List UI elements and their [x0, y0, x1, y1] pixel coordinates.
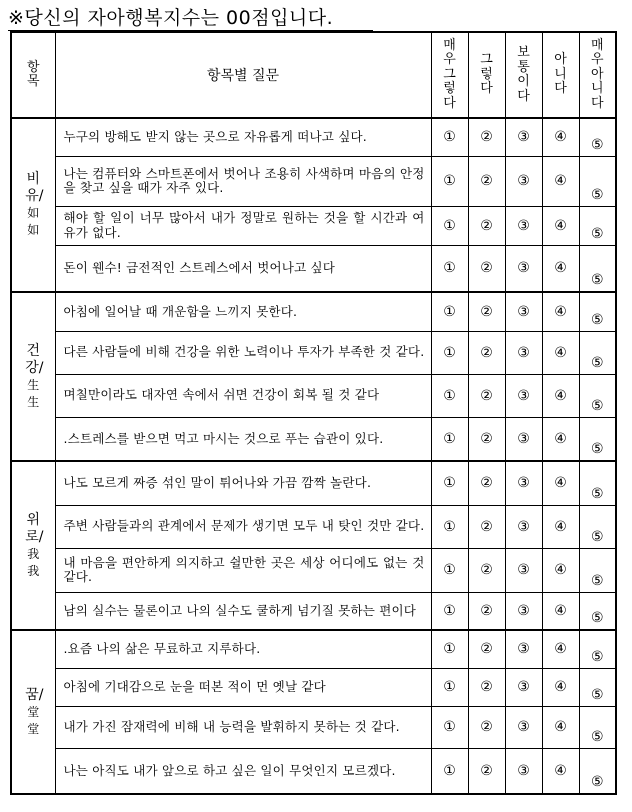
- question-text: 나는 컴퓨터와 스마트폰에서 벗어나 조용히 사색하며 마음의 안정을 찾고 싶을 때가 자주 있다.: [55, 156, 431, 206]
- answer-option-2[interactable]: ②: [468, 292, 505, 331]
- answer-option-4[interactable]: ④: [542, 206, 579, 245]
- question-text: 내가 가진 잠재력에 비해 내 능력을 발휘하지 못하는 것 같다.: [55, 706, 431, 748]
- answer-option-2[interactable]: ②: [468, 461, 505, 505]
- answer-option-2[interactable]: ②: [468, 118, 505, 156]
- answer-option-4[interactable]: ④: [542, 505, 579, 548]
- question-text: 해야 할 일이 너무 많아서 내가 정말로 원하는 것을 할 시간과 여유가 없다.: [55, 206, 431, 245]
- answer-option-5[interactable]: ⑤: [579, 505, 616, 548]
- answer-option-4[interactable]: ④: [542, 292, 579, 331]
- question-text: 남의 실수는 물론이고 나의 실수도 쿨하게 넘기질 못하는 편이다: [55, 592, 431, 630]
- answer-option-3[interactable]: ③: [505, 292, 542, 331]
- category-divider: /: [38, 528, 44, 545]
- answer-option-3[interactable]: ③: [505, 374, 542, 417]
- answer-option-1[interactable]: ①: [431, 331, 468, 374]
- answer-option-2[interactable]: ②: [468, 417, 505, 461]
- answer-option-4[interactable]: ④: [542, 118, 579, 156]
- answer-option-2[interactable]: ②: [468, 331, 505, 374]
- answer-option-1[interactable]: ①: [431, 245, 468, 292]
- answer-option-4[interactable]: ④: [542, 706, 579, 748]
- answer-option-2[interactable]: ②: [468, 706, 505, 748]
- category-cell: [11, 292, 55, 461]
- answer-option-1[interactable]: ①: [431, 206, 468, 245]
- answer-option-4[interactable]: ④: [542, 417, 579, 461]
- answer-option-5[interactable]: ⑤: [579, 331, 616, 374]
- question-row: [11, 118, 616, 156]
- answer-option-2[interactable]: ②: [468, 668, 505, 706]
- answer-option-3[interactable]: ③: [505, 331, 542, 374]
- answer-option-3[interactable]: ③: [505, 417, 542, 461]
- answer-option-3[interactable]: ③: [505, 548, 542, 592]
- answer-option-4[interactable]: ④: [542, 245, 579, 292]
- answer-option-5[interactable]: ⑤: [579, 245, 616, 292]
- question-text: .스트레스를 받으면 먹고 마시는 것으로 푸는 습관이 있다.: [55, 417, 431, 461]
- question-row: [11, 748, 616, 794]
- question-row: [11, 417, 616, 461]
- question-row: [11, 706, 616, 748]
- answer-option-2[interactable]: ②: [468, 245, 505, 292]
- answer-option-3[interactable]: ③: [505, 206, 542, 245]
- answer-option-3[interactable]: ③: [505, 706, 542, 748]
- answer-option-2[interactable]: ②: [468, 374, 505, 417]
- question-text: .요즘 나의 삶은 무료하고 지루하다.: [55, 630, 431, 668]
- answer-option-5[interactable]: ⑤: [579, 706, 616, 748]
- answer-option-1[interactable]: ①: [431, 292, 468, 331]
- answer-option-4[interactable]: ④: [542, 630, 579, 668]
- answer-option-4[interactable]: ④: [542, 156, 579, 206]
- category-divider: /: [38, 686, 44, 703]
- answer-option-1[interactable]: ①: [431, 630, 468, 668]
- question-text: 아침에 일어날 때 개운함을 느끼지 못한다.: [55, 292, 431, 331]
- answer-option-5[interactable]: ⑤: [579, 748, 616, 794]
- question-text: 주변 사람들과의 관계에서 문제가 생기면 모두 내 탓인 것만 같다.: [55, 505, 431, 548]
- question-row: [11, 592, 616, 630]
- answer-option-4[interactable]: ④: [542, 548, 579, 592]
- question-text: 며칠만이라도 대자연 속에서 쉬면 건강이 회복 될 것 같다: [55, 374, 431, 417]
- header-category: 항목: [11, 32, 55, 118]
- self-happiness-survey-table: [10, 31, 617, 795]
- category-name: 건강: [25, 342, 41, 376]
- answer-option-5[interactable]: ⑤: [579, 592, 616, 630]
- answer-option-5[interactable]: ⑤: [579, 156, 616, 206]
- answer-option-3[interactable]: ③: [505, 592, 542, 630]
- category-cell: [11, 630, 55, 794]
- answer-option-1[interactable]: ①: [431, 374, 468, 417]
- question-row: [11, 331, 616, 374]
- answer-option-5[interactable]: ⑤: [579, 461, 616, 505]
- question-row: [11, 156, 616, 206]
- question-row: [11, 668, 616, 706]
- answer-option-5[interactable]: ⑤: [579, 206, 616, 245]
- category-name: 위로: [25, 511, 41, 545]
- answer-option-2[interactable]: ②: [468, 548, 505, 592]
- answer-option-2[interactable]: ②: [468, 156, 505, 206]
- question-text: 다른 사람들에 비해 건강을 위한 노력이나 투자가 부족한 것 같다.: [55, 331, 431, 374]
- answer-option-2[interactable]: ②: [468, 592, 505, 630]
- answer-option-1[interactable]: ①: [431, 668, 468, 706]
- question-row: [11, 630, 616, 668]
- question-row: [11, 374, 616, 417]
- category-sub: 生生: [27, 377, 40, 409]
- category-cell: [11, 118, 55, 292]
- header-option-5: 매우아니다: [579, 32, 616, 118]
- answer-option-3[interactable]: ③: [505, 461, 542, 505]
- answer-option-3[interactable]: ③: [505, 245, 542, 292]
- answer-option-3[interactable]: ③: [505, 505, 542, 548]
- answer-option-2[interactable]: ②: [468, 630, 505, 668]
- answer-option-5[interactable]: ⑤: [579, 374, 616, 417]
- category-name: 꿈: [25, 686, 39, 703]
- question-text: 내 마음을 편안하게 의지하고 쉴만한 곳은 세상 어디에도 없는 것 같다.: [55, 548, 431, 592]
- category-divider: /: [38, 359, 44, 376]
- answer-option-3[interactable]: ③: [505, 748, 542, 794]
- answer-option-1[interactable]: ①: [431, 748, 468, 794]
- answer-option-1[interactable]: ①: [431, 417, 468, 461]
- header-option-3: 보통이다: [505, 32, 542, 118]
- category-sub: 如如: [27, 206, 40, 237]
- question-row: [11, 206, 616, 245]
- answer-option-1[interactable]: ①: [431, 461, 468, 505]
- answer-option-4[interactable]: ④: [542, 748, 579, 794]
- answer-option-5[interactable]: ⑤: [579, 118, 616, 156]
- question-text: 돈이 웬수! 금전적인 스트레스에서 벗어나고 싶다: [55, 245, 431, 292]
- answer-option-4[interactable]: ④: [542, 374, 579, 417]
- answer-option-4[interactable]: ④: [542, 331, 579, 374]
- answer-option-5[interactable]: ⑤: [579, 548, 616, 592]
- question-row: [11, 505, 616, 548]
- question-text: 나는 아직도 내가 앞으로 하고 싶은 일이 무엇인지 모르겠다.: [55, 748, 431, 794]
- answer-option-5[interactable]: ⑤: [579, 630, 616, 668]
- answer-option-5[interactable]: ⑤: [579, 292, 616, 331]
- header-option-1: 매우그렇다: [431, 32, 468, 118]
- category-sub: 我我: [27, 546, 40, 578]
- answer-option-3[interactable]: ③: [505, 118, 542, 156]
- header-option-4: 아니다: [542, 32, 579, 118]
- question-row: [11, 245, 616, 292]
- answer-option-1[interactable]: ①: [431, 505, 468, 548]
- answer-option-4[interactable]: ④: [542, 668, 579, 706]
- question-row: [11, 292, 616, 331]
- answer-option-5[interactable]: ⑤: [579, 668, 616, 706]
- header-row: [11, 32, 616, 118]
- question-text: 나도 모르게 짜증 섞인 말이 튀어나와 가끔 깜짝 놀란다.: [55, 461, 431, 505]
- answer-option-3[interactable]: ③: [505, 630, 542, 668]
- answer-option-2[interactable]: ②: [468, 206, 505, 245]
- answer-option-1[interactable]: ①: [431, 118, 468, 156]
- question-row: [11, 461, 616, 505]
- answer-option-5[interactable]: ⑤: [579, 417, 616, 461]
- question-text: 아침에 기대감으로 눈을 떠본 적이 먼 옛날 같다: [55, 668, 431, 706]
- header-question: 항목별 질문: [55, 32, 431, 118]
- page-title: ※당신의 자아행복지수는 00점입니다.: [8, 7, 334, 29]
- answer-option-4[interactable]: ④: [542, 461, 579, 505]
- answer-option-3[interactable]: ③: [505, 668, 542, 706]
- answer-option-1[interactable]: ①: [431, 706, 468, 748]
- answer-option-1[interactable]: ①: [431, 592, 468, 630]
- question-row: [11, 548, 616, 592]
- answer-option-2[interactable]: ②: [468, 748, 505, 794]
- answer-option-3[interactable]: ③: [505, 156, 542, 206]
- answer-option-1[interactable]: ①: [431, 548, 468, 592]
- answer-option-4[interactable]: ④: [542, 592, 579, 630]
- category-cell: [11, 461, 55, 630]
- answer-option-1[interactable]: ①: [431, 156, 468, 206]
- question-text: 누구의 방해도 받지 않는 곳으로 자유롭게 떠나고 싶다.: [55, 118, 431, 156]
- category-name: 비유: [25, 171, 41, 204]
- category-sub: 堂堂: [27, 704, 40, 736]
- answer-option-2[interactable]: ②: [468, 505, 505, 548]
- header-option-2: 그렇다: [468, 32, 505, 118]
- category-divider: /: [38, 188, 44, 204]
